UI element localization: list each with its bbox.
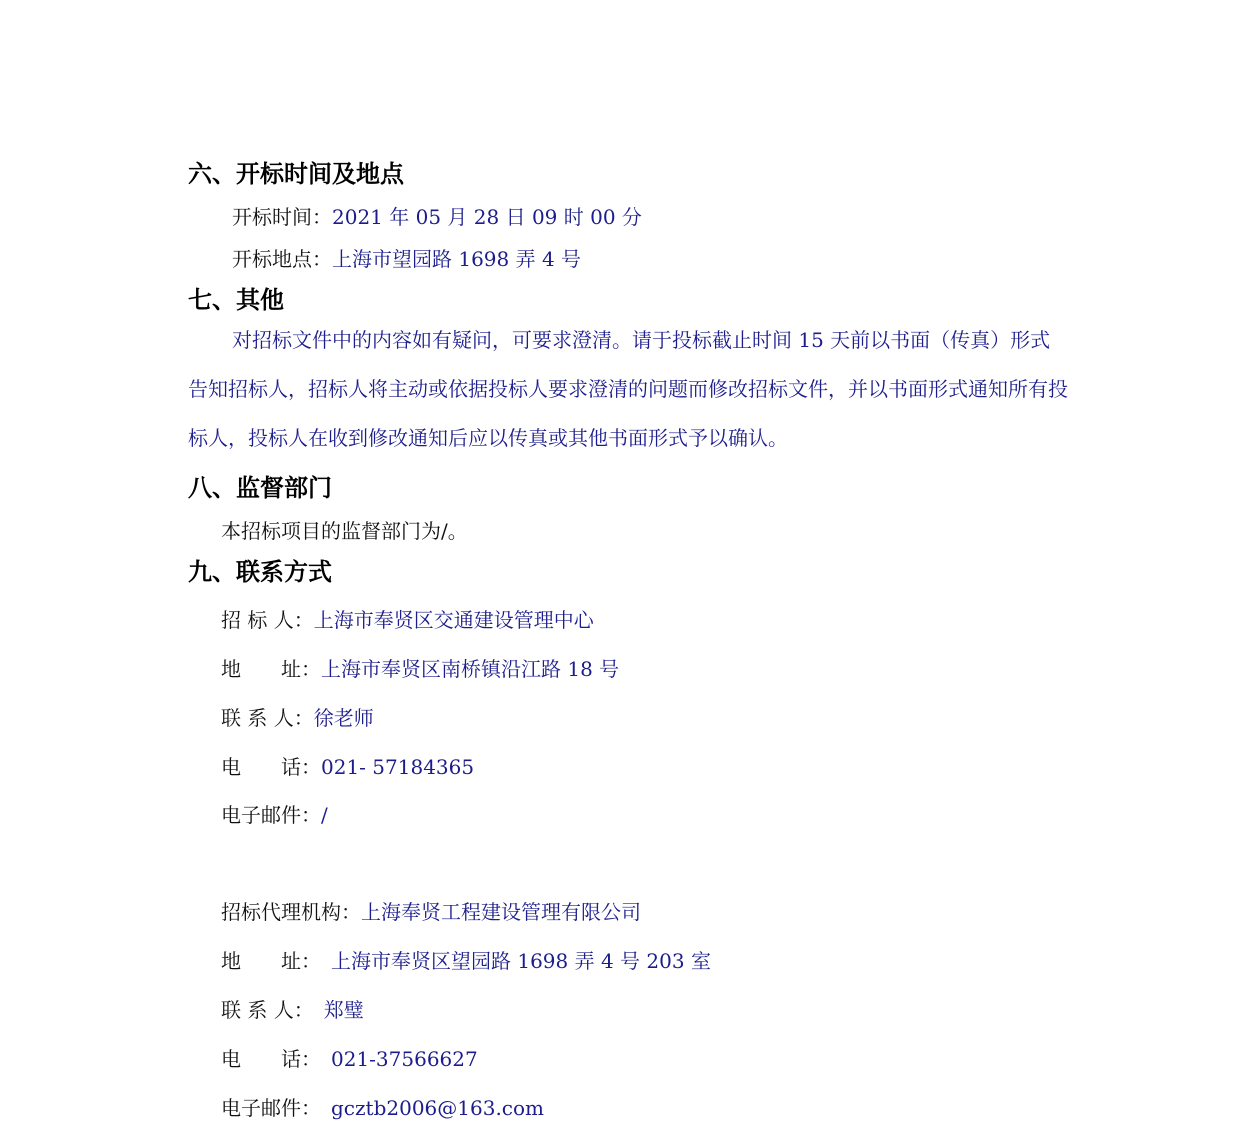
- opening-place-row: [232, 245, 581, 273]
- agency-phone-value: 021-37566627: [331, 1047, 478, 1071]
- tenderer-address-value: 上海市奉贤区南桥镇沿江路 18 号: [321, 657, 620, 681]
- tenderer-address-label: 地 址：: [221, 657, 321, 681]
- tenderer-name-label: 招 标 人：: [221, 608, 314, 632]
- agency-email-row: [221, 1094, 544, 1122]
- tenderer-name-value: 上海市奉贤区交通建设管理中心: [313, 608, 594, 632]
- tenderer-contact-value: 徐老师: [313, 706, 374, 730]
- section-heading-contact: 九、联系方式: [188, 558, 332, 586]
- agency-contact-value: 郑璧: [323, 998, 364, 1022]
- agency-email-label: 电子邮件：: [221, 1096, 321, 1120]
- agency-name-label: 招标代理机构：: [221, 900, 361, 924]
- tenderer-contact-row: [221, 704, 374, 732]
- clarification-paragraph: 对招标文件中的内容如有疑问，可要求澄清。请于投标截止时间 15 天前以书面（传真）形式告知招标人，招标人将主动或依据投标人要求澄清的问题而修改招标文件，并以书面形式通知所有投标人，投标人在收到修改通知后应以传真或其他书面形式予以确认。: [188, 328, 1068, 450]
- agency-phone-label: 电 话：: [221, 1047, 321, 1071]
- section-heading-supervision: 八、监督部门: [188, 474, 332, 502]
- section-heading-opening: 六、开标时间及地点: [188, 160, 404, 188]
- tenderer-phone-label: 电 话：: [221, 755, 321, 779]
- agency-address-row: [221, 947, 711, 975]
- agency-contact-row: [221, 996, 364, 1024]
- agency-name-row: [221, 898, 641, 926]
- opening-place-value: 上海市望园路 1698 弄 4 号: [332, 247, 582, 271]
- tenderer-email-value: /: [321, 803, 328, 827]
- tenderer-name-row: [221, 606, 594, 634]
- opening-time-row: [232, 203, 642, 231]
- tenderer-phone-value: 021- 57184365: [321, 755, 475, 779]
- agency-address-value: 上海市奉贤区望园路 1698 弄 4 号 203 室: [331, 949, 711, 973]
- tenderer-contact-label: 联 系 人：: [221, 706, 314, 730]
- tenderer-email-label: 电子邮件：: [221, 803, 321, 827]
- opening-time-value: 2021 年 05 月 28 日 09 时 00 分: [332, 205, 642, 229]
- tenderer-phone-row: [221, 753, 474, 781]
- tenderer-address-row: [221, 655, 619, 683]
- tenderer-email-row: [221, 801, 328, 829]
- agency-email-value: gcztb2006@163.com: [331, 1096, 545, 1120]
- supervision-text: 本招标项目的监督部门为/。: [221, 519, 468, 543]
- section-heading-other: 七、其他: [188, 286, 284, 314]
- opening-place-label: 开标地点：: [232, 247, 332, 271]
- opening-time-label: 开标时间：: [232, 205, 332, 229]
- agency-address-label: 地 址：: [221, 949, 321, 973]
- agency-name-value: 上海奉贤工程建设管理有限公司: [361, 900, 641, 924]
- agency-contact-label: 联 系 人：: [221, 998, 314, 1022]
- agency-phone-row: [221, 1045, 478, 1073]
